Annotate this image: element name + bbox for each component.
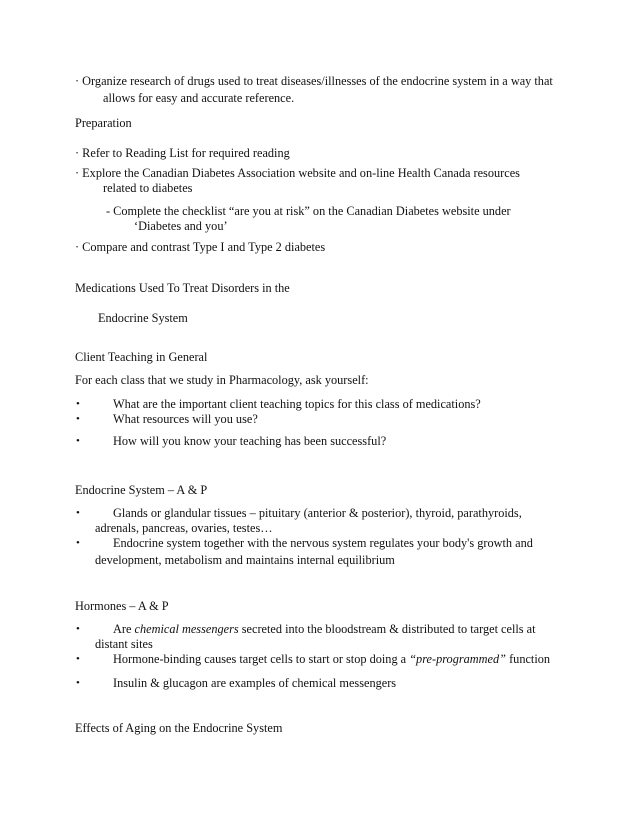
preparation-subitem-line-2: ‘Diabetes and you’	[134, 219, 228, 233]
objective-line-1: · Organize research of drugs used to treat diseases/illnesses of the endocrine system in a way that	[75, 74, 553, 88]
text-run: function	[506, 652, 551, 666]
endocrine-ap-heading: Endocrine System – A & P	[75, 483, 208, 497]
bullet-icon: •	[76, 537, 80, 549]
preparation-item-explore-line-1: · Explore the Canadian Diabetes Association website and on-line Health Canada resources	[75, 166, 520, 180]
bullet-icon: •	[76, 435, 80, 447]
preparation-item-explore-line-2: related to diabetes	[103, 181, 193, 195]
objective-line-2: allows for easy and accurate reference.	[103, 91, 295, 105]
bullet-icon: •	[76, 398, 80, 410]
endocrine-ap-bullet-2-line-1: Endocrine system together with the nervous system regulates your body's growth and	[113, 536, 533, 550]
bullet-icon: •	[76, 653, 80, 665]
preparation-item-compare: · Compare and contrast Type I and Type 2 diabetes	[75, 240, 326, 254]
client-teaching-bullet-1: What are the important client teaching topics for this class of medications?	[113, 397, 481, 411]
medications-heading-line-2: Endocrine System	[98, 311, 188, 325]
aging-heading: Effects of Aging on the Endocrine System	[75, 721, 283, 735]
hormones-bullet-2	[113, 652, 550, 667]
bullet-icon: •	[76, 507, 80, 519]
preparation-heading: Preparation	[75, 116, 132, 130]
text-run: Are	[113, 622, 135, 636]
preparation-item-reading: · Refer to Reading List for required reading	[75, 146, 290, 160]
hormones-bullet-1-line-1	[113, 622, 536, 637]
bullet-icon: •	[76, 413, 80, 425]
client-teaching-bullet-3: How will you know your teaching has been successful?	[113, 434, 387, 448]
endocrine-ap-bullet-1-line-2: adrenals, pancreas, ovaries, testes…	[95, 521, 273, 535]
hormones-bullet-1-line-2: distant sites	[95, 637, 153, 651]
client-teaching-heading: Client Teaching in General	[75, 350, 208, 364]
text-run: Hormone-binding causes target cells to start or stop doing a	[113, 652, 410, 666]
emphasis-pre-programmed: “pre-programmed”	[409, 652, 506, 666]
endocrine-ap-bullet-1-line-1: Glands or glandular tissues – pituitary (anterior & posterior), thyroid, parathyroids,	[113, 506, 522, 520]
client-teaching-intro: For each class that we study in Pharmacology, ask yourself:	[75, 373, 369, 387]
emphasis-chemical-messengers: chemical messengers	[134, 622, 239, 636]
bullet-icon: •	[76, 677, 80, 689]
preparation-subitem-line-1: - Complete the checklist “are you at risk” on the Canadian Diabetes website under	[106, 204, 511, 218]
hormones-bullet-3: Insulin & glucagon are examples of chemical messengers	[113, 676, 397, 690]
endocrine-ap-bullet-2-line-2: development, metabolism and maintains internal equilibrium	[95, 553, 395, 567]
medications-heading-line-1: Medications Used To Treat Disorders in the	[75, 281, 290, 295]
text-run: secreted into the bloodstream & distributed to target cells at	[238, 622, 536, 636]
client-teaching-bullet-2: What resources will you use?	[113, 412, 258, 426]
bullet-icon: •	[76, 623, 80, 635]
hormones-heading: Hormones – A & P	[75, 599, 169, 613]
